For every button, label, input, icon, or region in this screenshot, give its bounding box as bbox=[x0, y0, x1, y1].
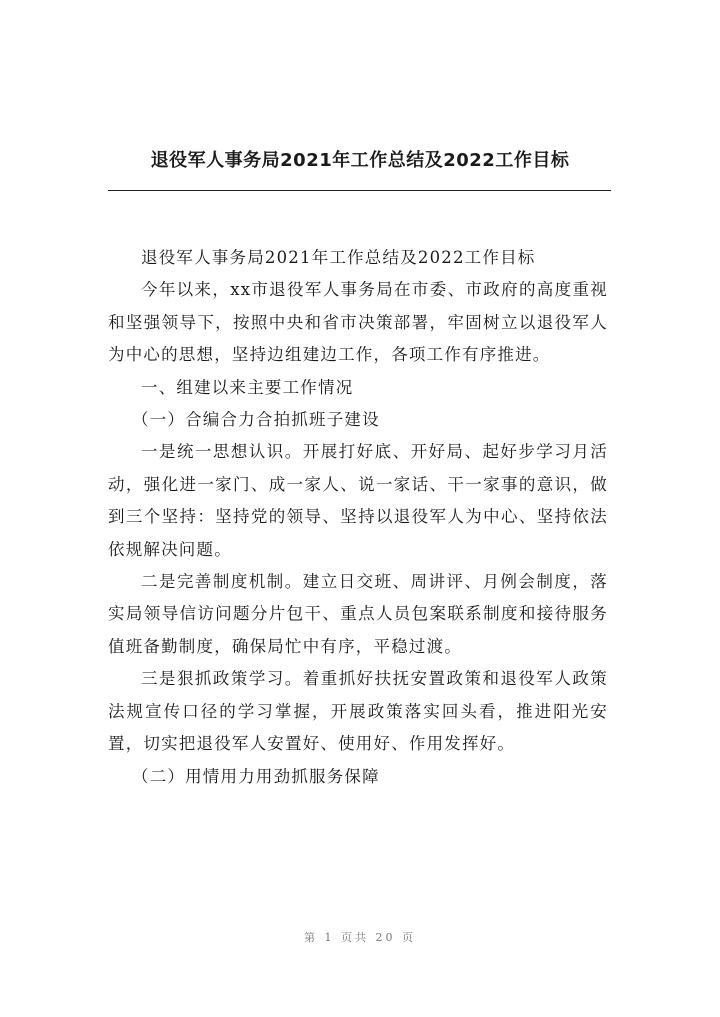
page-number-footer: 第 1 页共 20 页 bbox=[304, 931, 416, 944]
document-title: 退役军人事务局2021年工作总结及2022工作目标 bbox=[150, 150, 570, 171]
paragraph-repeat-title: 退役军人事务局2021年工作总结及2022工作目标 bbox=[141, 248, 536, 267]
paragraph-intro: 今年以来，xx市退役军人事务局在市委、市政府的高度重视和坚强领导下，按照中央和省市决策部署，牢固树立以退役军人为中心的思想，坚持边组建边工作，各项工作有序推进。 bbox=[108, 280, 608, 365]
paragraph-point-3: 三是狠抓政策学习。着重抓好扶抚安置政策和退役军人政策法规宣传口径的学习掌握，开展政策落实回头看，推进阳光安置，切实把退役军人安置好、使用好、作用发挥好。 bbox=[108, 669, 608, 754]
section-heading-1: 一、组建以来主要工作情况 bbox=[141, 377, 354, 397]
paragraph-point-2: 二是完善制度机制。建立日交班、周讲评、月例会制度，落实局领导信访问题分片包干、重点人员包案联系制度和接待服务值班备勤制度，确保局忙中有序，平稳过渡。 bbox=[108, 572, 608, 656]
paragraph-point-1: 一是统一思想认识。开展打好底、开好局、起好步学习月活动，强化进一家门、成一家人、说一家话、干一家事的意识，做到三个坚持：坚持党的领导、坚持以退役军人为中心、坚持依法依规解决问题。 bbox=[108, 442, 608, 559]
title-underline bbox=[108, 190, 611, 191]
document-body bbox=[108, 242, 608, 793]
subsection-heading-2: （二）用情用力用劲抓服务保障 bbox=[132, 766, 380, 786]
subsection-heading-1: （一）合编合力合拍抓班子建设 bbox=[132, 410, 380, 430]
